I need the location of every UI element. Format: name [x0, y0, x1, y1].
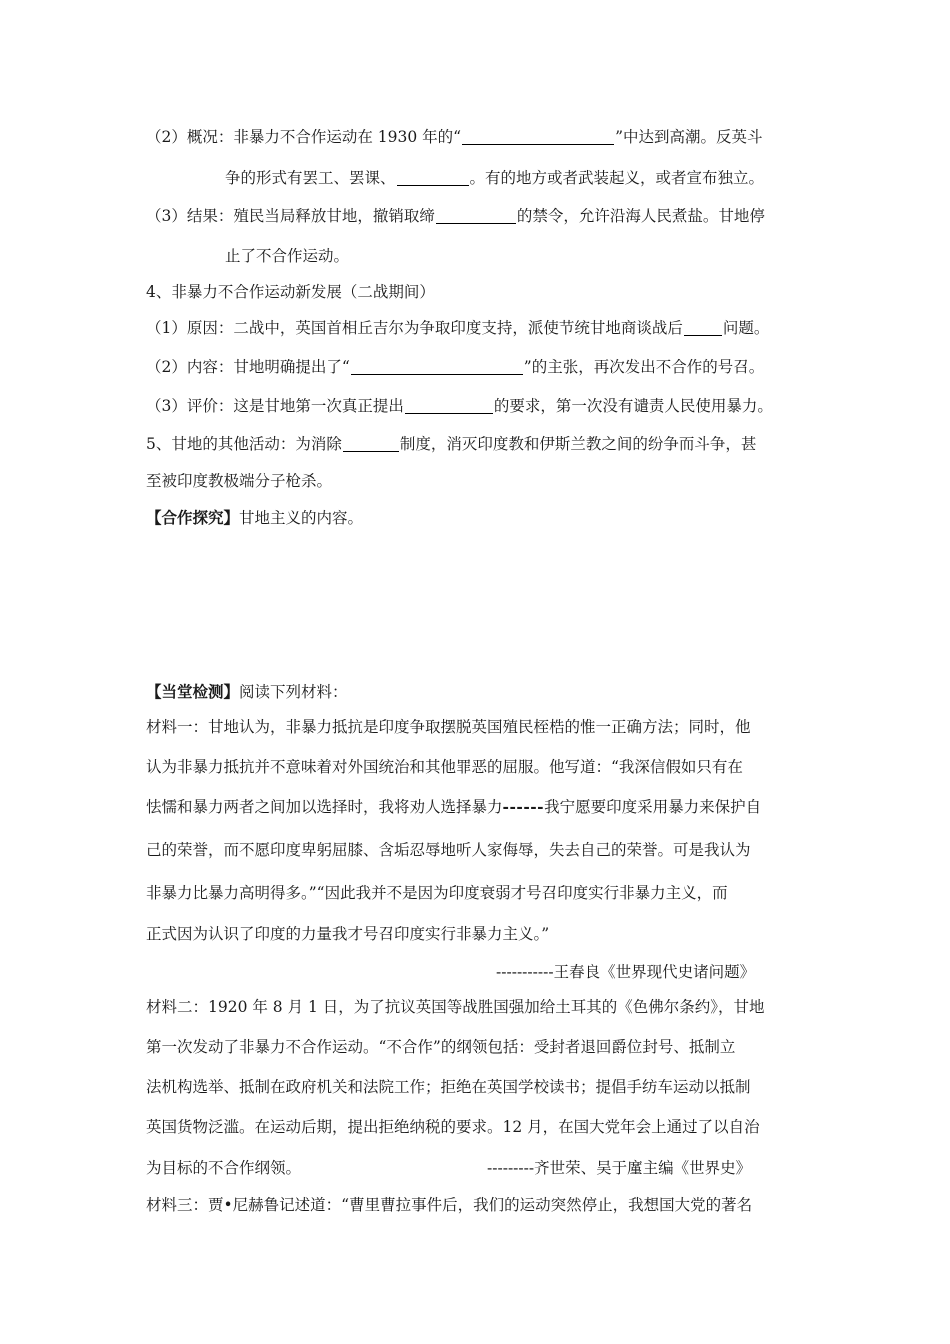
s3-p2-text-d: 。有的地方或者武装起义，或者宣布独立。 [469, 169, 765, 187]
material1-line4: 己的荣誉，而不愿印度卑躬屈膝、含垢忍辱地听人家侮辱，失去自己的荣誉。可是我认为 [146, 841, 751, 859]
s4-p2-text-a: （2）内容：甘地明确提出了“ [146, 358, 350, 376]
material1-line3-b: 我宁愿要印度采用暴力来保护自 [544, 798, 762, 816]
s3-p2-line2 [225, 168, 764, 188]
material1-line3 [146, 797, 761, 817]
s3-p2-text-b: ”中达到高潮。反英斗 [615, 128, 763, 146]
material1-line5: 非暴力比暴力高明得多。”“因此我并不是因为印度衰弱才号召印度实行非暴力主义，而 [146, 884, 728, 902]
s4-heading-text: 4、非暴力不合作运动新发展（二战期间） [146, 283, 435, 301]
s5-text-b: 制度，消灭印度教和伊斯兰教之间的纷争而斗争，甚 [399, 435, 757, 453]
class-check-label: 【当堂检测】 [146, 682, 240, 701]
s5-line1 [146, 434, 756, 454]
answer-blank[interactable] [397, 169, 469, 186]
s4-p3 [146, 396, 773, 416]
answer-blank[interactable] [351, 358, 523, 375]
material3-line1: 材料三：贾•尼赫鲁记述道：“曹里曹拉事件后，我们的运动突然停止，我想国大党的著名 [146, 1196, 753, 1214]
s5-line2 [146, 471, 332, 491]
answer-blank[interactable] [436, 207, 516, 224]
class-check-text: 阅读下列材料： [239, 683, 348, 701]
material1-line3-a: 怯懦和暴力两者之间加以选择时，我将劝人选择暴力 [146, 798, 503, 816]
s3-p3-text-c: 止了不合作运动。 [225, 247, 350, 265]
material1-dash: ------ [502, 797, 545, 816]
material2-line4: 英国货物泛滥。在运动后期，提出拒绝纳税的要求。12 月，在国大党年会上通过了以自治 [146, 1118, 760, 1136]
cooperative-inquiry [146, 508, 363, 528]
s3-p3-text-b: 的禁令，允许沿海人民煮盐。甘地停 [516, 207, 765, 225]
material2-source: ---------齐世荣、吴于廑主编《世界史》 [487, 1159, 752, 1177]
class-check [146, 682, 348, 702]
cooperative-text: 甘地主义的内容。 [239, 509, 364, 527]
material1-line2: 认为非暴力抵抗并不意味着对外国统治和其他罪恶的屈服。他写道：“我深信假如只有在 [146, 758, 743, 776]
s4-p2 [146, 357, 764, 377]
material2-line1: 材料二：1920 年 8 月 1 日，为了抗议英国等战胜国强加给土耳其的《色佛尔条约》，甘地 [146, 998, 765, 1016]
material1-line6: 正式因为认识了印度的力量我才号召印度实行非暴力主义。” [146, 925, 550, 943]
s3-p3-line1 [146, 206, 765, 226]
s4-p1-text-b: 问题。 [722, 319, 770, 337]
material2-line5: 为目标的不合作纲领。 [146, 1159, 302, 1177]
s3-p3-text-a: （3）结果：殖民当局释放甘地，撤销取缔 [146, 207, 435, 225]
cooperative-label: 【合作探究】 [146, 508, 240, 527]
s4-p1 [146, 318, 769, 338]
s4-heading [146, 282, 435, 302]
material2-line2: 第一次发动了非暴力不合作运动。“不合作”的纲领包括：受封者退回爵位封号、抵制立 [146, 1038, 736, 1056]
answer-blank[interactable] [462, 128, 614, 145]
answer-blank[interactable] [684, 319, 722, 336]
s3-p2-text-c: 争的形式有罢工、罢课、 [225, 169, 396, 187]
s4-p3-text-a: （3）评价：这是甘地第一次真正提出 [146, 397, 404, 415]
material1-source: -----------王春良《世界现代史诸问题》 [496, 963, 756, 981]
s3-p2-line1 [146, 127, 763, 147]
s5-text-c: 至被印度教极端分子枪杀。 [146, 472, 333, 490]
material2-line3: 法机构选举、抵制在政府机关和法院工作；拒绝在英国学校读书；提倡手纺车运动以抵制 [146, 1078, 751, 1096]
s5-text-a: 5、甘地的其他活动：为消除 [146, 435, 342, 453]
s4-p3-text-b: 的要求，第一次没有谴责人民使用暴力。 [493, 397, 773, 415]
answer-blank[interactable] [343, 435, 399, 452]
s4-p2-text-b: ”的主张，再次发出不合作的号召。 [523, 358, 765, 376]
material1-line1: 材料一：甘地认为，非暴力抵抗是印度争取摆脱英国殖民桎梏的惟一正确方法；同时，他 [146, 718, 751, 736]
s4-p1-text-a: （1）原因：二战中，英国首相丘吉尔为争取印度支持，派使节统甘地商谈战后 [146, 319, 683, 337]
s3-p3-line2 [225, 246, 349, 266]
answer-blank[interactable] [405, 397, 493, 414]
s3-p2-text-a: （2）概况：非暴力不合作运动在 1930 年的“ [146, 128, 462, 146]
